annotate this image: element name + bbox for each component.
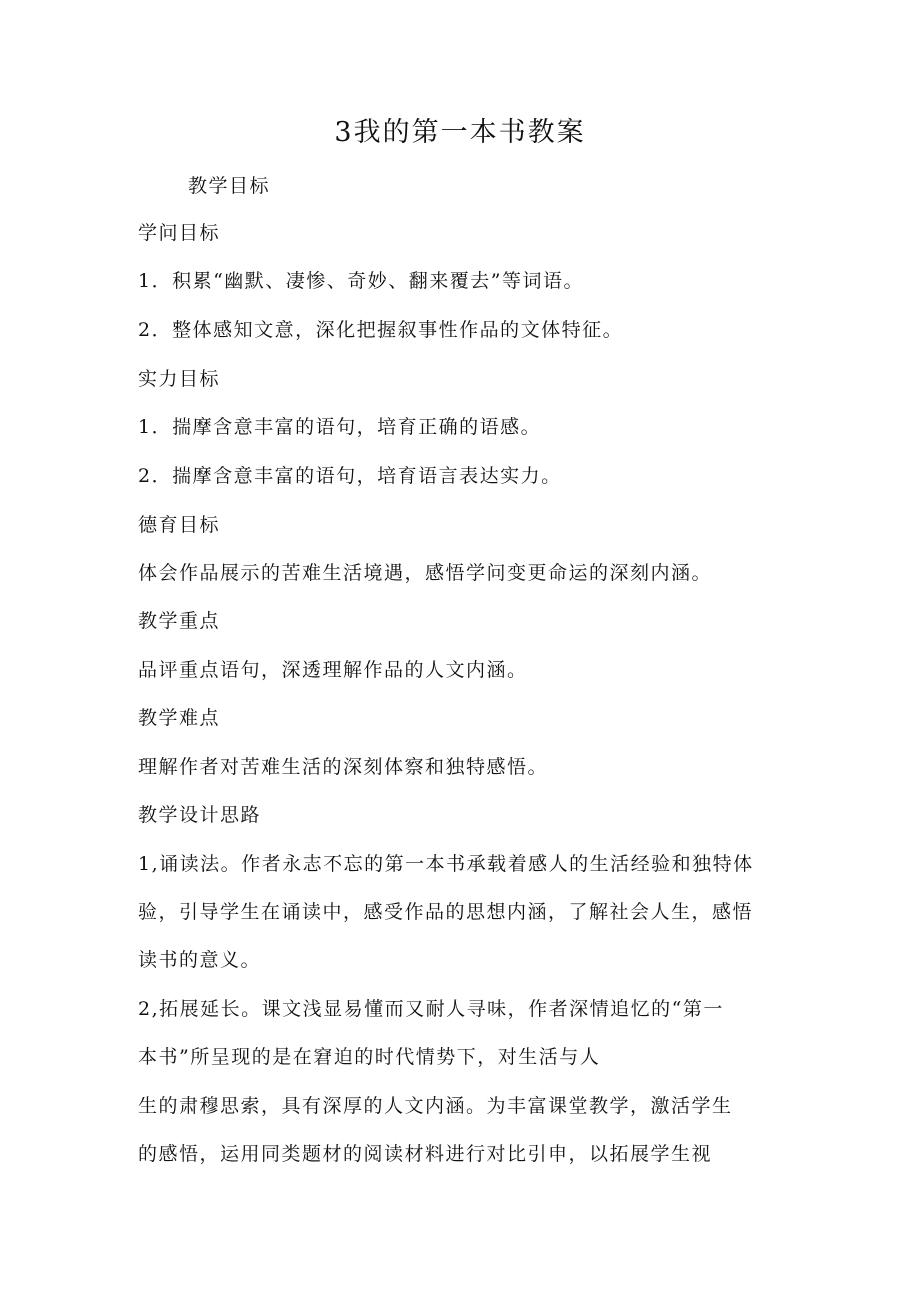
teaching-focus-text: 品评重点语句，深透理解作品的人文内涵。 bbox=[138, 659, 528, 681]
design-idea-2-line-3: 生的肃穆思索，具有深厚的人文内涵。为丰富课堂教学，激活学生 bbox=[138, 1095, 733, 1117]
heading-teaching-focus: 教学重点 bbox=[138, 610, 221, 632]
heading-ability-goals: 实力目标 bbox=[138, 368, 221, 390]
ability-goal-1: 1．揣摩含意丰富的语句，培育正确的语感。 bbox=[138, 416, 542, 438]
moral-goal-text: 体会作品展示的苦难生活境遇，感悟学问变更命运的深刻内涵。 bbox=[138, 562, 713, 584]
heading-teaching-difficulty: 教学难点 bbox=[138, 707, 221, 729]
heading-teaching-goals: 教学目标 bbox=[188, 175, 271, 197]
design-idea-1-line-3: 读书的意义。 bbox=[138, 949, 262, 971]
knowledge-goal-1: 1．积累“幽默、凄惨、奇妙、翻来覆去”等词语。 bbox=[138, 270, 585, 292]
design-idea-2-line-1: 2,拓展延长。课文浅显易懂而又耐人寻味，作者深情追忆的“第一 bbox=[138, 998, 724, 1020]
design-idea-2-line-4: 的感悟，运用同类题材的阅读材料进行对比引申，以拓展学生视 bbox=[138, 1143, 713, 1165]
ability-goal-2: 2．揣摩含意丰富的语句，培育语言表达实力。 bbox=[138, 465, 562, 487]
document-title: 3我的第一本书教案 bbox=[334, 117, 586, 148]
heading-design-ideas: 教学设计思路 bbox=[138, 804, 262, 826]
knowledge-goal-2: 2．整体感知文意，深化把握叙事性作品的文体特征。 bbox=[138, 319, 624, 341]
heading-knowledge-goals: 学问目标 bbox=[138, 222, 221, 244]
heading-moral-goals: 德育目标 bbox=[138, 514, 221, 536]
design-idea-1-line-1: 1,诵读法。作者永志不忘的第一本书承载着感人的生活经验和独特体 bbox=[138, 853, 754, 875]
teaching-difficulty-text: 理解作者对苦难生活的深刻体察和独特感悟。 bbox=[138, 756, 549, 778]
design-idea-1-line-2: 验，引导学生在诵读中，感受作品的思想内涵，了解社会人生，感悟 bbox=[138, 901, 754, 923]
design-idea-2-line-2: 本书”所呈现的是在窘迫的时代情势下，对生活与人 bbox=[138, 1046, 601, 1068]
